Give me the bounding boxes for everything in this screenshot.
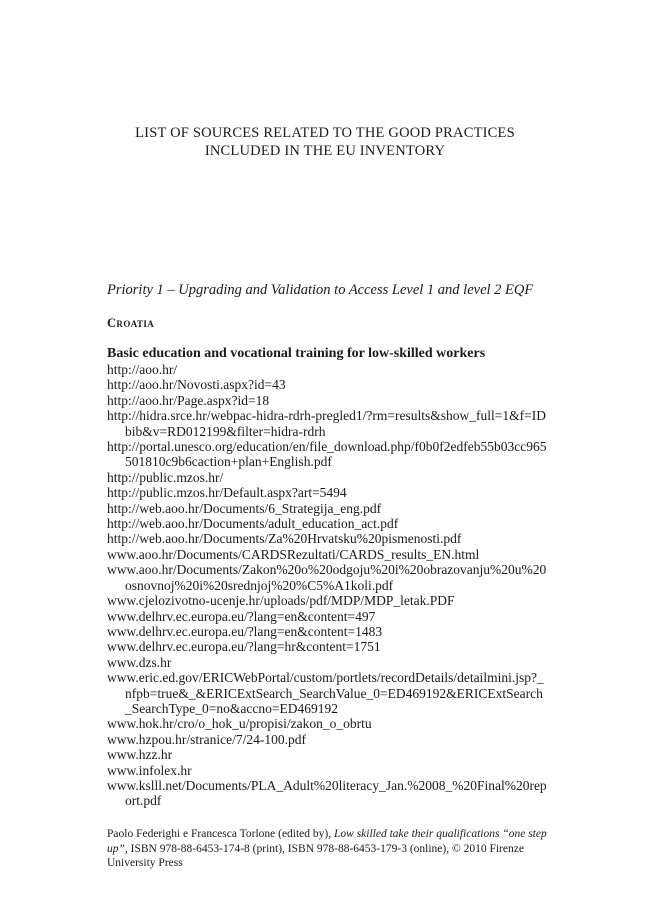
source-link[interactable]: www.hzpou.hr/stranice/7/24-100.pdf (107, 731, 306, 747)
source-link[interactable]: http://aoo.hr/Novosti.aspx?id=43 (107, 377, 286, 393)
source-link[interactable]: http://web.aoo.hr/Documents/adult_education_act.pdf (107, 516, 399, 532)
source-link[interactable]: www.delhrv.ec.europa.eu/?lang=en&content=1483 (107, 623, 383, 639)
source-link[interactable]: www.kslll.net/Documents/PLA_Adult%20literacy_Jan.%2008_%20Final%20report.pdf (107, 777, 547, 809)
source-link[interactable]: www.delhrv.ec.europa.eu/?lang=hr&content=1751 (107, 639, 381, 655)
source-link[interactable]: www.hzz.hr (107, 747, 173, 763)
footer-isbn: , ISBN 978-88-6453-174-8 (print), ISBN 978-88-6453-179-3 (online), © 2010 Firenze University Press (107, 842, 524, 869)
section-heading: Basic education and vocational training for low-skilled workers (107, 346, 486, 361)
source-link[interactable]: www.aoo.hr/Documents/CARDSRezultati/CARDS_results_EN.html (107, 546, 480, 562)
source-link[interactable]: www.delhrv.ec.europa.eu/?lang=en&content=497 (107, 608, 376, 624)
source-link[interactable]: http://web.aoo.hr/Documents/Za%20Hrvatsku%20pismenosti.pdf (107, 531, 462, 547)
source-link[interactable]: http://hidra.srce.hr/webpac-hidra-rdrh-pregled1/?rm=results&show_full=1&f=IDbib&v=RD012199&filter=hidra-rdrh (107, 408, 546, 439)
page-title-line2: INCLUDED IN THE EU INVENTORY (204, 143, 446, 159)
priority-heading: Priority 1 – Upgrading and Validation to Access Level 1 and level 2 EQF (107, 282, 534, 298)
footer-authors: Paolo Federighi e Francesca Torlone (edited by), (107, 828, 334, 840)
page-title-line1: LIST OF SOURCES RELATED TO THE GOOD PRACTICES (135, 125, 515, 141)
footer-citation (107, 827, 547, 871)
source-list (107, 362, 547, 809)
source-link[interactable]: http://web.aoo.hr/Documents/6_Strategija_eng.pdf (107, 500, 382, 516)
source-link[interactable]: http://aoo.hr/ (107, 362, 178, 377)
footer-book-title: Low skilled take their qualifications “one step up” (107, 828, 547, 855)
source-link[interactable]: www.eric.ed.gov/ERICWebPortal/custom/portlets/recordDetails/detailmini.jsp?_nfpb=true&_&ERICExtSearch_SearchValue_0=ED469192&ERICExtSearch_SearchType_0=no&accno=ED469192 (107, 670, 544, 716)
country-heading: Croatia (107, 316, 155, 330)
source-link[interactable]: http://portal.unesco.org/education/en/file_download.php/f0b0f2edfeb55b03cc965501810c9b6caction+plan+English.pdf (107, 439, 547, 470)
source-link[interactable]: http://aoo.hr/Page.aspx?id=18 (107, 392, 270, 408)
source-link[interactable]: www.dzs.hr (107, 654, 172, 670)
source-link[interactable]: http://public.mzos.hr/Default.aspx?art=5494 (107, 485, 347, 501)
source-link[interactable]: www.hok.hr/cro/o_hok_u/propisi/zakon_o_obrtu (107, 716, 372, 732)
source-link[interactable]: http://public.mzos.hr/ (107, 469, 224, 485)
source-link[interactable]: www.cjelozivotno-ucenje.hr/uploads/pdf/MDP/MDP_letak.PDF (107, 593, 455, 609)
source-link[interactable]: www.infolex.hr (107, 762, 192, 778)
page-title (0, 124, 650, 160)
source-link[interactable]: www.aoo.hr/Documents/Zakon%20o%20odgoju%20i%20obrazovanju%20u%20osnovnoj%20i%20srednjoj%20%C5%A1koli.pdf (107, 562, 547, 593)
